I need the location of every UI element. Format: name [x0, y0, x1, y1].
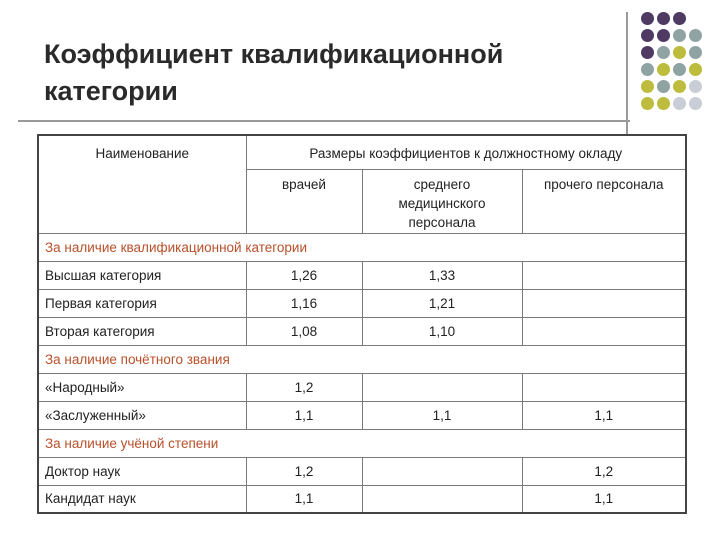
decorative-horizontal-line — [18, 120, 630, 122]
slide-title: Коэффициент квалификационной категории — [44, 39, 504, 106]
section-row — [38, 429, 686, 457]
value-doctors: 1,2 — [246, 373, 362, 401]
value-other — [522, 261, 686, 289]
value-medical: 1,21 — [362, 289, 522, 317]
dot-icon — [657, 12, 670, 25]
table-row — [38, 401, 686, 429]
value-doctors: 1,26 — [246, 261, 362, 289]
dot-icon — [689, 29, 702, 42]
table-row — [38, 457, 686, 485]
value-other: 1,2 — [522, 457, 686, 485]
value-other: 1,1 — [522, 485, 686, 513]
value-other — [522, 289, 686, 317]
section-label: За наличие почётного звания — [38, 345, 686, 373]
dot-icon — [673, 29, 686, 42]
section-row — [38, 345, 686, 373]
table-header-row — [38, 135, 686, 169]
dot-icon — [689, 63, 702, 76]
value-medical — [362, 485, 522, 513]
dot-icon — [673, 97, 686, 110]
value-doctors: 1,2 — [246, 457, 362, 485]
dot-icon — [673, 46, 686, 59]
decorative-vertical-line — [626, 12, 628, 134]
row-name: Высшая категория — [38, 261, 246, 289]
row-name: «Народный» — [38, 373, 246, 401]
dot-icon — [673, 80, 686, 93]
row-name: Первая категория — [38, 289, 246, 317]
value-other: 1,1 — [522, 401, 686, 429]
dot-icon — [641, 80, 654, 93]
dot-icon — [657, 97, 670, 110]
table-row — [38, 317, 686, 345]
table-row — [38, 261, 686, 289]
value-medical: 1,10 — [362, 317, 522, 345]
section-label: За наличие учёной степени — [38, 429, 686, 457]
dot-icon — [641, 12, 654, 25]
dot-icon — [657, 63, 670, 76]
value-doctors: 1,08 — [246, 317, 362, 345]
row-name: Кандидат наук — [38, 485, 246, 513]
section-row — [38, 233, 686, 261]
row-name: «Заслуженный» — [38, 401, 246, 429]
dot-icon — [673, 63, 686, 76]
dot-icon — [689, 80, 702, 93]
section-label: За наличие квалификационной категории — [38, 233, 686, 261]
value-medical: 1,1 — [362, 401, 522, 429]
decorative-dot-grid — [637, 8, 717, 118]
header-medical: среднего медицинского персонала — [362, 169, 522, 233]
header-name: Наименование — [38, 135, 246, 233]
table-row — [38, 373, 686, 401]
table-row — [38, 485, 686, 513]
dot-icon — [641, 46, 654, 59]
dot-icon — [641, 29, 654, 42]
dot-icon — [689, 97, 702, 110]
header-sizes: Размеры коэффициентов к должностному окладу — [246, 135, 686, 169]
header-doctors: врачей — [246, 169, 362, 233]
value-medical — [362, 457, 522, 485]
dot-icon — [641, 97, 654, 110]
dot-icon — [673, 12, 686, 25]
value-other — [522, 317, 686, 345]
row-name: Вторая категория — [38, 317, 246, 345]
value-medical: 1,33 — [362, 261, 522, 289]
dot-icon — [657, 80, 670, 93]
dot-icon — [689, 46, 702, 59]
value-doctors: 1,16 — [246, 289, 362, 317]
value-other — [522, 373, 686, 401]
value-doctors: 1,1 — [246, 401, 362, 429]
value-medical — [362, 373, 522, 401]
header-other: прочего персонала — [522, 169, 686, 233]
dot-icon — [657, 29, 670, 42]
value-doctors: 1,1 — [246, 485, 362, 513]
dot-icon — [657, 46, 670, 59]
row-name: Доктор наук — [38, 457, 246, 485]
coefficients-table — [37, 134, 687, 514]
dot-icon — [641, 63, 654, 76]
table-row — [38, 289, 686, 317]
